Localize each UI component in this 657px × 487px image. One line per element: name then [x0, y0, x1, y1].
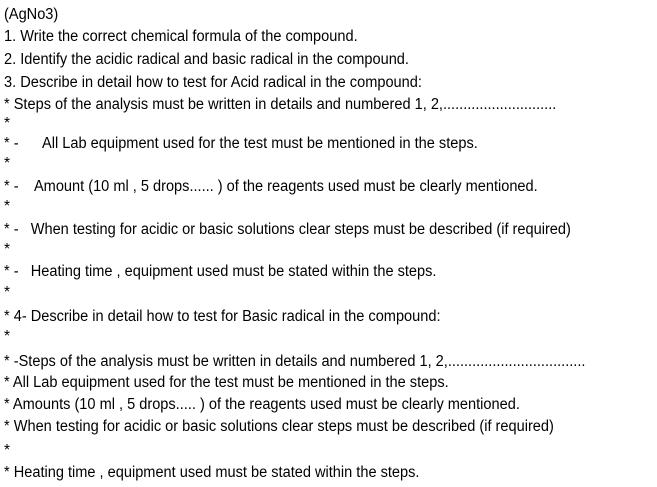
question-4: * 4- Describe in detail how to test for Basic radical in the compound: — [4, 308, 441, 325]
question-2: 2. Identify the acidic radical and basic radical in the compound. — [4, 51, 409, 68]
basic-equipment-requirement: * All Lab equipment used for the test must be mentioned in the steps. — [4, 374, 449, 391]
acid-solutions-requirement: * - When testing for acidic or basic solutions clear steps must be described (if required) — [4, 221, 571, 238]
bullet-blank: * — [4, 328, 11, 345]
bullet-blank: * — [4, 284, 11, 301]
bullet-blank: * — [4, 241, 11, 258]
bullet-blank: * — [4, 198, 11, 215]
basic-heating-requirement: * Heating time , equipment used must be stated within the steps. — [4, 464, 420, 481]
bullet-blank: * — [4, 155, 11, 172]
compound-heading: (AgNo3) — [4, 6, 59, 23]
basic-amount-requirement: * Amounts (10 ml , 5 drops..... ) of the reagents used must be clearly mentioned. — [4, 396, 520, 413]
acid-heating-requirement: * - Heating time , equipment used must be stated within the steps. — [4, 263, 437, 280]
basic-solutions-requirement: * When testing for acidic or basic solutions clear steps must be described (if required) — [4, 418, 554, 435]
question-3: 3. Describe in detail how to test for Acid radical in the compound: — [4, 74, 422, 91]
bullet-blank: * — [4, 115, 11, 132]
basic-steps-requirement: * -Steps of the analysis must be written in details and numbered 1, 2,.................................. — [4, 353, 586, 370]
acid-steps-requirement: * Steps of the analysis must be written in details and numbered 1, 2,............................ — [4, 96, 557, 113]
bullet-blank: * — [4, 442, 11, 459]
question-1: 1. Write the correct chemical formula of the compound. — [4, 28, 358, 45]
acid-equipment-requirement: * - All Lab equipment used for the test must be mentioned in the steps. — [4, 135, 478, 152]
acid-amount-requirement: * - Amount (10 ml , 5 drops...... ) of the reagents used must be clearly mentioned. — [4, 178, 538, 195]
